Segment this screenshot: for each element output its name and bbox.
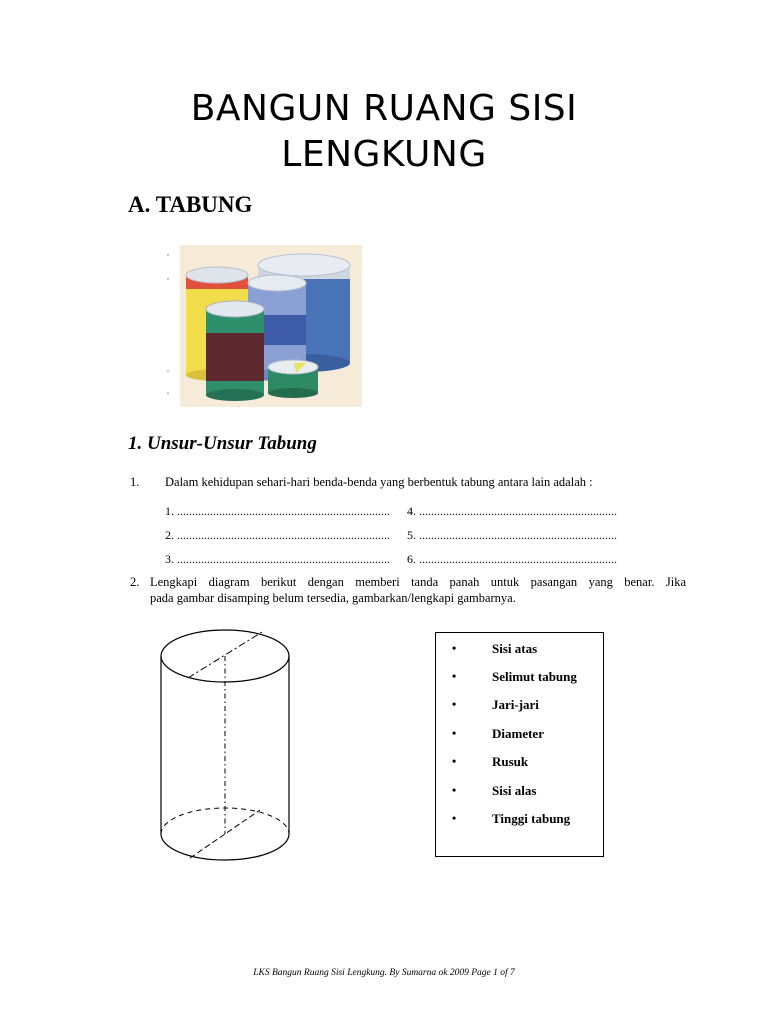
option-label: Selimut tabung	[492, 669, 577, 684]
option-label: Sisi atas	[492, 641, 538, 656]
question-2-text	[150, 574, 686, 606]
answer-blank-1[interactable]: 1. .......................................................................	[165, 504, 390, 518]
answer-blank-2[interactable]: 2. .......................................................................	[165, 528, 390, 542]
cylinder-diagram	[150, 620, 310, 870]
option-selimut-tabung[interactable]	[436, 669, 605, 689]
page-title	[0, 86, 768, 178]
subsection-heading-unsur: 1. Unsur-Unsur Tabung	[128, 433, 317, 454]
answer-blank-3[interactable]: 3. .......................................................................	[165, 552, 390, 566]
bullet-icon: •	[452, 726, 457, 740]
options-box	[435, 632, 604, 857]
bullet-icon: •	[452, 641, 457, 655]
option-tinggi-tabung[interactable]	[436, 811, 605, 831]
answer-blank-5[interactable]: 5. ..................................................................	[407, 528, 617, 542]
bullet-icon: •	[452, 669, 457, 683]
option-label: Jari-jari	[492, 697, 539, 712]
bullet-icon: •	[452, 754, 457, 768]
bullet-icon: •	[452, 697, 457, 711]
option-diameter[interactable]	[436, 726, 605, 746]
option-sisi-alas[interactable]	[436, 783, 605, 803]
answer-blank-4[interactable]: 4. ..................................................................	[407, 504, 617, 518]
cylinder-bottom-front-arc	[161, 834, 289, 860]
title-line-2: LENGKUNG	[281, 134, 487, 175]
bullet-icon: •	[452, 811, 457, 825]
question-2-line-2: pada gambar disamping belum tersedia, gambarkan/lengkapi gambarnya.	[150, 591, 516, 605]
question-1-number: 1.	[130, 475, 140, 489]
option-jari-jari[interactable]	[436, 697, 605, 717]
option-label: Sisi alas	[492, 783, 537, 798]
cylinders-illustration	[164, 243, 364, 415]
question-1-text: Dalam kehidupan sehari-hari benda-benda yang berbentuk tabung antara lain adalah :	[165, 475, 593, 489]
option-label: Diameter	[492, 726, 544, 741]
title-line-1: BANGUN RUANG SISI	[190, 88, 578, 129]
option-sisi-atas[interactable]	[436, 641, 605, 661]
page-footer: LKS Bangun Ruang Sisi Lengkung. By Sumarna ok 2009 Page 1 of 7	[253, 968, 515, 978]
question-2-number: 2.	[130, 575, 140, 589]
section-heading-tabung: A. TABUNG	[128, 192, 253, 217]
option-rusuk[interactable]	[436, 754, 605, 774]
question-2-line-1: Lengkapi diagram berikut dengan memberi tanda panah untuk pasangan yang benar. Jika	[150, 575, 686, 589]
option-label: Rusuk	[492, 754, 529, 769]
option-label: Tinggi tabung	[492, 811, 571, 826]
answer-blank-6[interactable]: 6. ..................................................................	[407, 552, 617, 566]
bullet-icon: •	[452, 783, 457, 797]
